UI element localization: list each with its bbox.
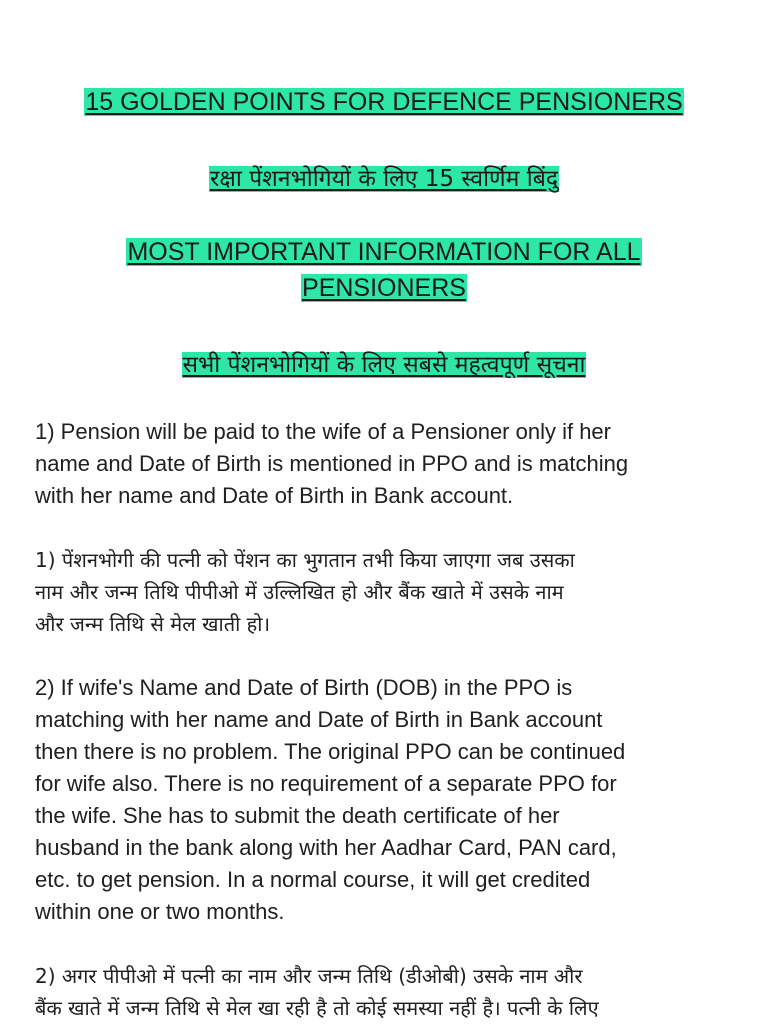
subtitle-english-line2: PENSIONERS: [302, 274, 466, 302]
paragraph-line: within one or two months.: [35, 899, 285, 924]
paragraph-line: 1) Pension will be paid to the wife of a Pensioner only if her: [35, 419, 611, 444]
title-hindi-text: रक्षा पेंशनभोगियों के लिए 15 स्वर्णिम बिंदु: [209, 166, 559, 192]
paragraph-line: 1) पेंशनभोगी की पत्नी को पेंशन का भुगतान तभी किया जाएगा जब उसका: [35, 548, 575, 572]
paragraph-1-hindi: [35, 544, 735, 640]
paragraph-2-hindi: [35, 960, 735, 1024]
subtitle-hindi: [0, 346, 768, 383]
title-english-text: 15 GOLDEN POINTS FOR DEFENCE PENSIONERS: [85, 88, 683, 116]
paragraph-line: matching with her name and Date of Birth in Bank account: [35, 707, 603, 732]
paragraph-line: बैंक खाते में जन्म तिथि से मेल खा रही है तो कोई समस्या नहीं है। पत्नी के लिए: [35, 996, 599, 1020]
paragraph-1-english: [35, 416, 735, 512]
paragraph-line: 2) अगर पीपीओ में पत्नी का नाम और जन्म तिथि (डीओबी) उसके नाम और: [35, 964, 583, 988]
subtitle-english-line1: MOST IMPORTANT INFORMATION FOR ALL: [127, 238, 641, 266]
paragraph-line: for wife also. There is no requirement of a separate PPO for: [35, 771, 617, 796]
paragraph-line: नाम और जन्म तिथि पीपीओ में उल्लिखित हो और बैंक खाते में उसके नाम: [35, 580, 564, 604]
title-hindi: [0, 160, 768, 197]
paragraph-line: the wife. She has to submit the death certificate of her: [35, 803, 560, 828]
subtitle-hindi-text: सभी पेंशनभोगियों के लिए सबसे महत्वपूर्ण सूचना: [182, 352, 586, 378]
paragraph-2-english: [35, 672, 735, 928]
subtitle-english: [0, 234, 768, 306]
paragraph-line: husband in the bank along with her Aadhar Card, PAN card,: [35, 835, 617, 860]
paragraph-line: 2) If wife's Name and Date of Birth (DOB) in the PPO is: [35, 675, 573, 700]
title-english: [0, 84, 768, 120]
paragraph-line: then there is no problem. The original PPO can be continued: [35, 739, 626, 764]
paragraph-line: etc. to get pension. In a normal course, it will get credited: [35, 867, 591, 892]
paragraph-line: with her name and Date of Birth in Bank account.: [35, 483, 514, 508]
paragraph-line: name and Date of Birth is mentioned in PPO and is matching: [35, 451, 629, 476]
paragraph-line: और जन्म तिथि से मेल खाती हो।: [35, 612, 271, 636]
